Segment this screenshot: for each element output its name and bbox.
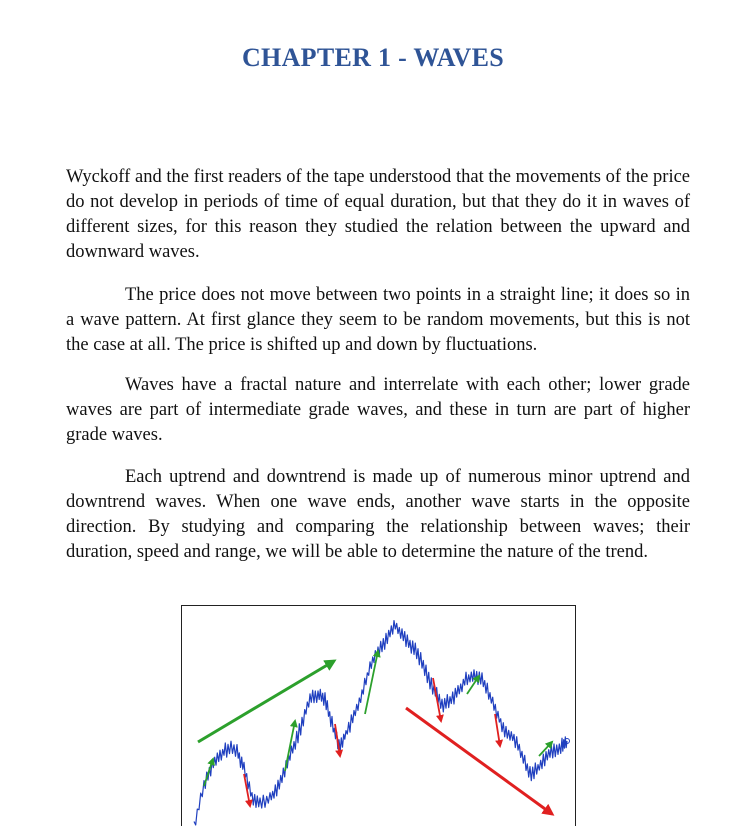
paragraph-4: Each uptrend and downtrend is made up of numerous minor uptrend and downtrend waves. When one wave ends, another wave starts in the opposite direction. By studying and comparing the relationship between waves; their duration, speed and range, we will be able to determine the nature of the trend.: [66, 467, 690, 562]
paragraph-1: Wyckoff and the first readers of the tape understood that the movements of the price do not develop in periods of time of equal duration, but that they do it in waves of different sizes, for this reason they studied the relation between the upward and downward waves.: [66, 167, 690, 262]
minor-up-arrow: [204, 759, 213, 786]
paragraph-3: Waves have a fractal nature and interrelate with each other; lower grade waves are part of intermediate grade waves, and these in turn are part of higher grade waves.: [66, 375, 690, 445]
paragraph-2: The price does not move between two points in a straight line; it does so in a wave pattern. At first glance they seem to be random movements, but this is not the case at all. The price is shifted up and down by fluctuations.: [66, 285, 690, 355]
minor-up-arrow: [365, 651, 378, 714]
wave-illustration: [181, 605, 576, 826]
wave-diagram: [182, 606, 575, 827]
major-downtrend-arrow: [406, 708, 552, 814]
chapter-title: CHAPTER 1 - WAVES: [241, 43, 505, 73]
price-wave-line: [194, 621, 567, 825]
